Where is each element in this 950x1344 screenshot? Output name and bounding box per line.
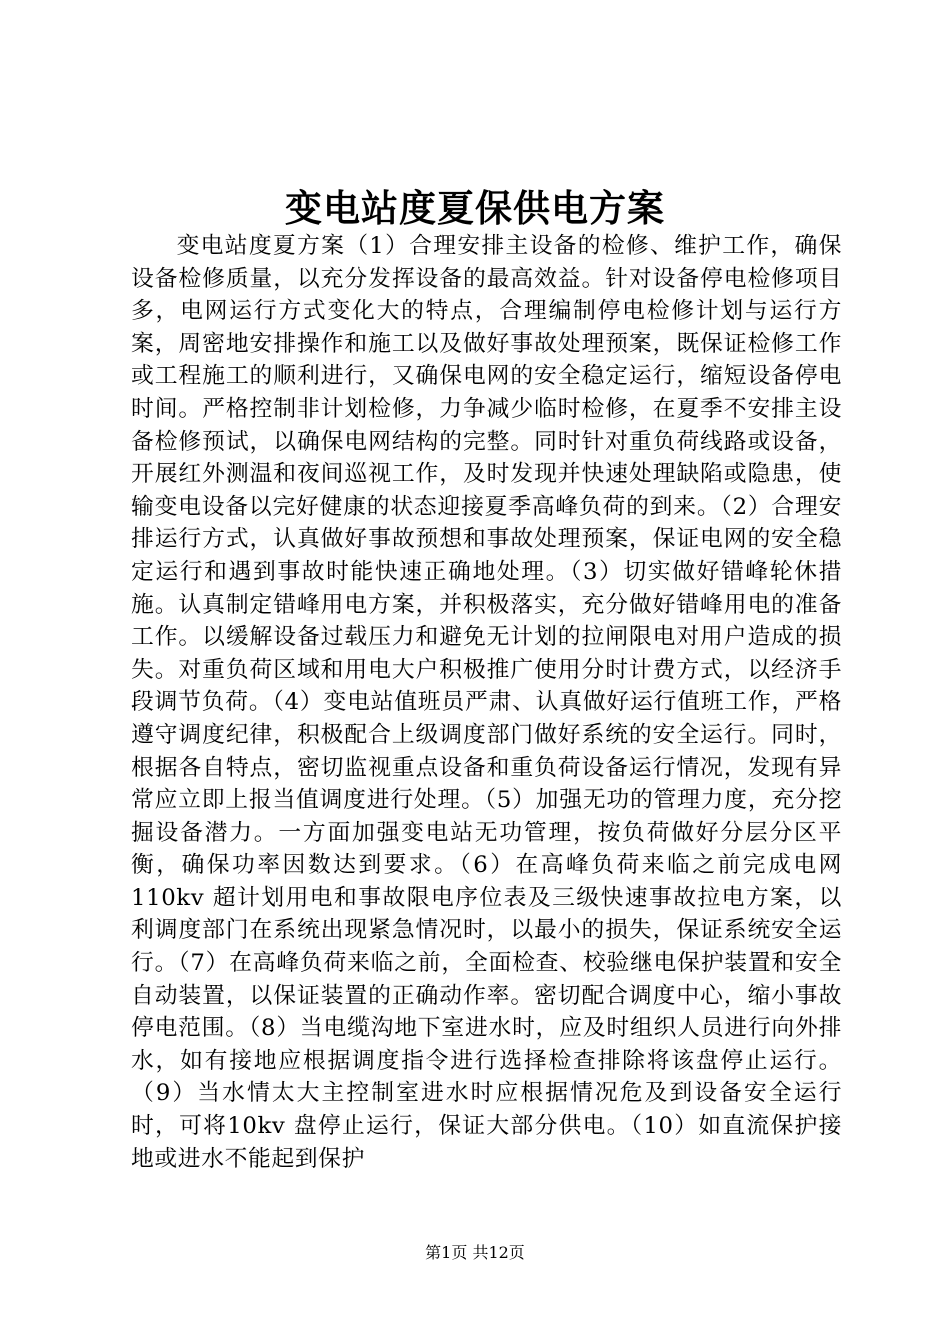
document-body-paragraph: 变电站度夏方案（1）合理安排主设备的检修、维护工作，确保设备检修质量，以充分发挥设备的最高效益。针对设备停电检修项目多，电网运行方式变化大的特点，合理编制停电检修计划与运行方案，周密地安排操作和施工以及做好事故处理预案，既保证检修工作或工程施工的顺利进行，又确保电网的安全稳定运行，缩短设备停电时间。严格控制非计划检修，力争减少临时检修，在夏季不安排主设备检修预试，以确保电网结构的完整。同时针对重负荷线路或设备，开展红外测温和夜间巡视工作，及时发现并快速处理缺陷或隐患，使输变电设备以完好健康的状态迎接夏季高峰负荷的到来。（2）合理安排运行方式，认真做好事故预想和事故处理预案，保证电网的安全稳定运行和遇到事故时能快速正确地处理。（3）切实做好错峰轮休措施。认真制定错峰用电方案，并积极落实，充分做好错峰用电的准备工作。以缓解设备过载压力和避免无计划的拉闸限电对用户造成的损失。对重负荷区域和用电大户积极推广使用分时计费方式，以经济手段调节负荷。（4）变电站值班员严肃、认真做好运行值班工作，严格遵守调度纪律，积极配合上级调度部门做好系统的安全运行。同时，根据各自特点，密切监视重点设备和重负荷设备运行情况，发现有异常应立即上报当值调度进行处理。（5）加强无功的管理力度，充分挖掘设备潜力。一方面加强变电站无功管理，按负荷做好分层分区平衡，确保功率因数达到要求。（6）在高峰负荷来临之前完成电网110kv 超计划用电和事故限电序位表及三级快速事故拉电方案，以利调度部门在系统出现紧急情况时，以最小的损失，保证系统安全运行。（7）在高峰负荷来临之前，全面检查、校验继电保护装置和安全自动装置，以保证装置的正确动作率。密切配合调度中心，缩小事故停电范围。（8）当电缆沟地下室进水时，应及时组织人员进行向外排水，如有接地应根据调度指令进行选择检查排除将该盘停止运行。（9）当水情太大主控制室进水时应根据情况危及到设备安全运行时，可将10kv 盘停止运行，保证大部分供电。（10）如直流保护接地或进水不能起到保护 [131, 233, 842, 1172]
page-footer: 第1页 共12页 [425, 1243, 525, 1262]
document-title: 变电站度夏保供电方案 [285, 186, 665, 230]
